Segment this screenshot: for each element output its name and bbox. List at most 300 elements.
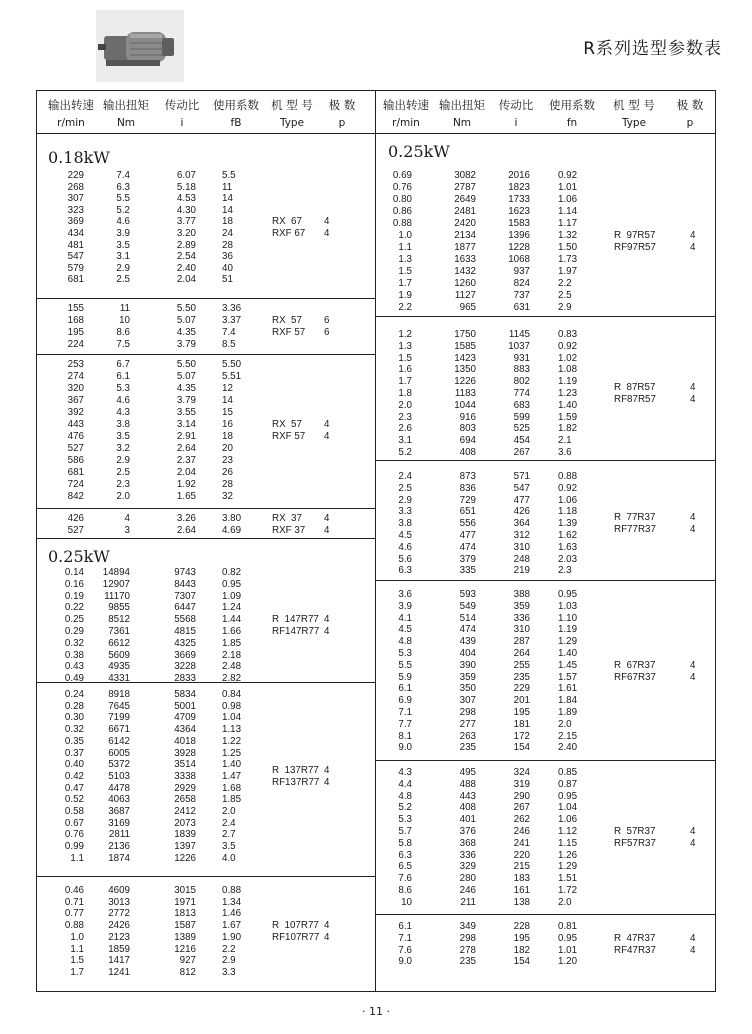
- cell-fb: 3.3: [222, 966, 236, 978]
- cell-fb: 16: [222, 419, 233, 430]
- cell-fb: 1.06: [558, 494, 578, 506]
- header-label-cn: 输出转速: [383, 98, 429, 112]
- pole-count-line: 4: [324, 431, 330, 442]
- pole-count-line: 4: [690, 825, 696, 837]
- cell-fb: 1.06: [558, 194, 578, 205]
- cell-fb: 18: [222, 216, 233, 228]
- cell-fb: 2.9: [558, 302, 572, 313]
- cell-ratio: 183: [513, 873, 530, 885]
- model-type: [272, 920, 319, 944]
- cell-speed: 842: [67, 491, 84, 502]
- cell-speed: 307: [67, 193, 84, 205]
- cell-torque: 3: [124, 525, 130, 536]
- cell-ratio: 1216: [174, 943, 196, 955]
- cell-torque: 1633: [454, 254, 476, 265]
- cell-torque: 4331: [108, 673, 130, 685]
- cell-torque: 3169: [108, 817, 130, 829]
- cell-fb: 1.44: [222, 614, 242, 626]
- cell-fb: 2.82: [222, 673, 242, 685]
- cell-speed: 0.88: [392, 218, 412, 229]
- column-speed: [46, 885, 84, 979]
- cell-ratio: 1228: [508, 242, 530, 253]
- column-speed: [376, 329, 412, 459]
- cell-ratio: 246: [513, 825, 530, 837]
- header-label-cn: 传动比: [498, 98, 534, 112]
- model-type-line: R 87R57: [614, 381, 656, 393]
- cell-fb: 36: [222, 251, 233, 263]
- cell-ratio: 1623: [508, 206, 530, 217]
- cell-ratio: 2.37: [176, 455, 196, 466]
- cell-torque: 965: [459, 302, 476, 313]
- cell-speed: 3.9: [398, 600, 412, 612]
- cell-speed: 367: [67, 395, 84, 406]
- cell-fb: 3.5: [222, 841, 236, 853]
- pole-count: [324, 216, 329, 240]
- cell-torque: 1044: [454, 399, 476, 411]
- cell-torque: 14894: [102, 567, 130, 578]
- cell-speed: 0.32: [64, 637, 84, 649]
- cell-fb: 15: [222, 407, 233, 418]
- column-fb: [222, 513, 241, 537]
- cell-torque: 5.5: [116, 193, 130, 205]
- cell-fb: 2.40: [558, 742, 578, 754]
- cell-ratio: 1823: [508, 182, 530, 193]
- cell-fb: 1.97: [558, 266, 578, 277]
- header-label-en: r/min: [392, 117, 420, 129]
- cell-ratio: 1587: [174, 920, 196, 932]
- cell-speed: 3.8: [398, 518, 412, 530]
- cell-fb: 0.88: [558, 471, 578, 482]
- cell-ratio: 2833: [174, 673, 196, 685]
- cell-fb: 2.7: [222, 829, 236, 841]
- pole-count: [690, 512, 695, 536]
- cell-ratio: 525: [513, 423, 530, 435]
- cell-torque: 1585: [454, 340, 476, 352]
- cell-ratio: 4325: [174, 637, 196, 649]
- cell-torque: 1877: [454, 242, 476, 253]
- cell-torque: 5103: [108, 770, 130, 782]
- cell-fb: 1.50: [558, 242, 578, 253]
- model-type-line: RF107R77: [272, 931, 320, 943]
- cell-speed: 1.7: [70, 966, 84, 978]
- column-fb: [222, 567, 241, 685]
- cell-ratio: 599: [513, 411, 530, 423]
- pole-count-line: 4: [690, 671, 696, 683]
- cell-ratio: 267: [513, 802, 530, 814]
- cell-torque: 298: [459, 932, 476, 944]
- cell-fb: 0.95: [222, 578, 242, 590]
- cell-torque: 4.3: [116, 407, 130, 418]
- cell-torque: 404: [459, 647, 476, 659]
- cell-speed: 168: [67, 315, 84, 326]
- cell-fb: 4.0: [222, 852, 236, 864]
- cell-speed: 0.38: [64, 649, 84, 661]
- cell-speed: 5.3: [398, 814, 412, 826]
- cell-ratio: 3015: [174, 885, 196, 896]
- cell-torque: 2134: [454, 230, 476, 241]
- cell-ratio: 3.79: [176, 395, 196, 406]
- column-fb: [222, 303, 241, 351]
- cell-speed: 527: [67, 443, 84, 454]
- cell-speed: 0.86: [392, 206, 412, 217]
- column-fb: [222, 885, 241, 979]
- cell-torque: 3687: [108, 806, 130, 818]
- cell-speed: 253: [67, 359, 84, 370]
- pole-count-line: 4: [690, 381, 696, 393]
- cell-fb: 28: [222, 239, 233, 251]
- cell-ratio: 336: [513, 612, 530, 624]
- column-torque: [440, 329, 476, 459]
- column-ratio: [160, 170, 196, 286]
- cell-fb: 1.51: [558, 873, 578, 885]
- model-type: [614, 660, 656, 684]
- cell-ratio: 2.64: [176, 525, 196, 536]
- header-label-en: fB: [230, 117, 242, 129]
- column-fb: [222, 359, 241, 503]
- cell-torque: 2420: [454, 218, 476, 229]
- pole-count-line: 4: [690, 944, 696, 956]
- cell-speed: 323: [67, 204, 84, 216]
- pole-count-line: 4: [324, 216, 330, 227]
- cell-fb: 1.17: [558, 218, 578, 229]
- column-speed: [46, 513, 84, 537]
- cell-speed: 0.43: [64, 661, 84, 673]
- cell-fb: 0.95: [558, 589, 578, 600]
- cell-fb: 1.19: [558, 376, 578, 388]
- column-speed: [376, 921, 412, 968]
- selection-group: [376, 760, 716, 914]
- column-fb: [222, 689, 241, 865]
- cell-torque: 6005: [108, 747, 130, 759]
- cell-fb: 1.10: [558, 612, 578, 624]
- cell-speed: 6.1: [398, 921, 412, 932]
- cell-ratio: 388: [513, 589, 530, 600]
- cell-speed: 4.8: [398, 790, 412, 802]
- cell-speed: 1.5: [70, 955, 84, 967]
- cell-fb: 1.59: [558, 411, 578, 423]
- cell-fb: 1.01: [558, 182, 578, 193]
- cell-ratio: 310: [513, 624, 530, 636]
- cell-ratio: 235: [513, 671, 530, 683]
- cell-ratio: 3228: [174, 661, 196, 673]
- cell-speed: 579: [67, 262, 84, 274]
- cell-speed: 7.1: [398, 706, 412, 718]
- selection-group: [36, 682, 376, 876]
- column-torque: [440, 589, 476, 754]
- cell-torque: 3013: [108, 896, 130, 908]
- cell-torque: 1241: [108, 966, 130, 978]
- cell-torque: 873: [459, 471, 476, 482]
- selection-group: [376, 914, 716, 992]
- cell-ratio: 290: [513, 790, 530, 802]
- cell-torque: 329: [459, 861, 476, 873]
- cell-torque: 6.3: [116, 181, 130, 193]
- cell-ratio: 5.50: [176, 359, 196, 370]
- cell-speed: 155: [67, 303, 84, 314]
- cell-speed: 7.7: [398, 718, 412, 730]
- header-label-en: r/min: [57, 117, 85, 129]
- cell-torque: 408: [459, 802, 476, 814]
- cell-torque: 1874: [108, 852, 130, 864]
- cell-speed: 0.32: [64, 724, 84, 736]
- cell-fb: 0.92: [558, 482, 578, 494]
- cell-torque: 359: [459, 671, 476, 683]
- cell-speed: 0.35: [64, 735, 84, 747]
- cell-fb: 1.13: [222, 724, 242, 736]
- gear-motor-photo: [96, 10, 184, 82]
- table-header: [36, 90, 376, 134]
- cell-speed: 6.3: [398, 565, 412, 577]
- cell-torque: 803: [459, 423, 476, 435]
- pole-count-line: 4: [324, 228, 330, 239]
- header-label-en: i: [180, 117, 184, 129]
- selection-group: [36, 298, 376, 354]
- cell-ratio: 181: [513, 718, 530, 730]
- model-type-line: R 67R37: [614, 659, 656, 671]
- column-speed: [46, 689, 84, 865]
- column-speed: [46, 359, 84, 503]
- cell-ratio: 1389: [174, 931, 196, 943]
- cell-torque: 2.9: [116, 262, 130, 274]
- model-type-line: R 57R37: [614, 825, 656, 837]
- cell-ratio: 1145: [508, 329, 530, 340]
- cell-torque: 4935: [108, 661, 130, 673]
- column-torque: [440, 921, 476, 968]
- column-ratio: [160, 567, 196, 685]
- cell-speed: 5.8: [398, 837, 412, 849]
- model-type-line: RXF 67: [272, 228, 306, 239]
- cell-speed: 2.6: [398, 423, 412, 435]
- cell-ratio: 312: [513, 529, 530, 541]
- cell-ratio: 1733: [508, 194, 530, 205]
- model-type: [272, 513, 305, 537]
- header-label-cn: 输出扭矩: [439, 98, 485, 112]
- cell-torque: 7645: [108, 700, 130, 712]
- cell-fb: 1.04: [222, 712, 242, 724]
- cell-ratio: 937: [513, 266, 530, 277]
- cell-torque: 376: [459, 825, 476, 837]
- cell-torque: 11: [119, 303, 130, 314]
- cell-speed: 0.77: [64, 908, 84, 920]
- header-label-en: Nm: [116, 117, 136, 129]
- cell-speed: 434: [67, 227, 84, 239]
- model-type-line: RXF 37: [272, 525, 306, 536]
- cell-ratio: 1971: [174, 896, 196, 908]
- cell-fb: 1.67: [222, 920, 242, 932]
- cell-speed: 0.71: [64, 896, 84, 908]
- cell-speed: 2.3: [398, 411, 412, 423]
- column-speed: [46, 170, 84, 286]
- cell-speed: 6.5: [398, 861, 412, 873]
- cell-fb: 1.40: [558, 399, 578, 411]
- cell-speed: 7.6: [398, 944, 412, 956]
- cell-torque: 3082: [454, 170, 476, 181]
- cell-ratio: 683: [513, 399, 530, 411]
- cell-ratio: 4364: [174, 724, 196, 736]
- cell-speed: 2.0: [398, 399, 412, 411]
- cell-speed: 4.4: [398, 778, 412, 790]
- cell-fb: 12: [222, 383, 233, 394]
- cell-fb: 2.1: [558, 435, 572, 447]
- cell-fb: 0.82: [222, 567, 242, 578]
- selection-group: [376, 580, 716, 760]
- cell-fb: 1.34: [222, 896, 242, 908]
- column-ratio: [160, 303, 196, 351]
- cell-torque: 1127: [454, 290, 476, 301]
- column-torque: [94, 303, 130, 351]
- cell-ratio: 927: [179, 955, 196, 967]
- header-label-cn: 使用系数: [549, 98, 595, 112]
- pole-count-line: 4: [690, 242, 696, 253]
- cell-torque: 9855: [108, 602, 130, 614]
- cell-torque: 368: [459, 837, 476, 849]
- pole-count-line: 4: [690, 512, 696, 524]
- column-speed: [376, 471, 412, 577]
- cell-speed: 6.9: [398, 695, 412, 707]
- column-speed: [46, 303, 84, 351]
- column-ratio: [494, 329, 530, 459]
- cell-torque: 350: [459, 683, 476, 695]
- cell-torque: 836: [459, 482, 476, 494]
- cell-fb: 0.95: [558, 932, 578, 944]
- cell-fb: 3.37: [222, 315, 242, 326]
- cell-torque: 2.5: [116, 274, 130, 286]
- cell-fb: 3.36: [222, 303, 242, 314]
- cell-ratio: 1037: [508, 340, 530, 352]
- cell-fb: 1.66: [222, 625, 242, 637]
- header-label-en: p: [686, 117, 694, 129]
- cell-fb: 1.85: [222, 637, 242, 649]
- cell-fb: 2.0: [558, 896, 572, 908]
- cell-fb: 1.62: [558, 529, 578, 541]
- column-ratio: [160, 359, 196, 503]
- cell-torque: 2426: [108, 920, 130, 932]
- pole-count: [324, 513, 329, 537]
- pole-count-line: 4: [690, 837, 696, 849]
- model-type-line: RX 37: [272, 513, 302, 524]
- cell-torque: 2649: [454, 194, 476, 205]
- cell-fb: 32: [222, 491, 233, 502]
- cell-speed: 8.1: [398, 730, 412, 742]
- cell-torque: 1260: [454, 278, 476, 289]
- selection-group: [36, 538, 376, 685]
- model-type: [272, 315, 305, 339]
- cell-torque: 7.5: [116, 339, 130, 350]
- cell-ratio: 220: [513, 849, 530, 861]
- cell-torque: 235: [459, 742, 476, 754]
- cell-ratio: 5.07: [176, 371, 196, 382]
- cell-torque: 6142: [108, 735, 130, 747]
- cell-speed: 2.2: [398, 302, 412, 313]
- cell-torque: 439: [459, 636, 476, 648]
- cell-speed: 1.5: [398, 266, 412, 277]
- column-torque: [440, 767, 476, 909]
- cell-speed: 5.2: [398, 446, 412, 458]
- cell-torque: 401: [459, 814, 476, 826]
- cell-torque: 4478: [108, 782, 130, 794]
- cell-ratio: 3928: [174, 747, 196, 759]
- cell-torque: 263: [459, 730, 476, 742]
- cell-speed: 0.69: [392, 170, 412, 181]
- cell-fb: 2.2: [222, 943, 236, 955]
- cell-ratio: 2073: [174, 817, 196, 829]
- column-torque: [94, 689, 130, 865]
- cell-fb: 14: [222, 204, 233, 216]
- cell-torque: 6.1: [116, 371, 130, 382]
- cell-ratio: 287: [513, 636, 530, 648]
- cell-fb: 2.15: [558, 730, 578, 742]
- cell-ratio: 5568: [174, 614, 196, 626]
- model-type-line: R 137R77: [272, 764, 319, 776]
- cell-fb: 20: [222, 443, 233, 454]
- cell-fb: 2.0: [558, 718, 572, 730]
- cell-speed: 0.58: [64, 806, 84, 818]
- cell-ratio: 262: [513, 814, 530, 826]
- model-type-line: RF47R37: [614, 944, 656, 956]
- cell-fb: 3.80: [222, 513, 242, 524]
- cell-torque: 1859: [108, 943, 130, 955]
- cell-ratio: 1813: [174, 908, 196, 920]
- cell-speed: 1.6: [398, 364, 412, 376]
- cell-ratio: 1396: [508, 230, 530, 241]
- cell-speed: 392: [67, 407, 84, 418]
- cell-fb: 1.09: [222, 590, 242, 602]
- pole-count-line: 6: [324, 327, 330, 338]
- cell-ratio: 324: [513, 767, 530, 778]
- model-type-line: RX 67: [272, 216, 302, 227]
- cell-ratio: 1226: [174, 852, 196, 864]
- cell-torque: 2136: [108, 841, 130, 853]
- cell-torque: 4.6: [116, 395, 130, 406]
- header-label-cn: 输出转速: [48, 98, 94, 112]
- cell-torque: 246: [459, 884, 476, 896]
- cell-speed: 0.37: [64, 747, 84, 759]
- cell-ratio: 3338: [174, 770, 196, 782]
- cell-fb: 2.2: [558, 278, 572, 289]
- cell-speed: 224: [67, 339, 84, 350]
- pole-count-line: 4: [690, 393, 696, 405]
- cell-ratio: 824: [513, 278, 530, 289]
- cell-fb: 5.50: [222, 359, 242, 370]
- cell-ratio: 3.77: [176, 216, 196, 228]
- header-label-en: Type: [279, 117, 305, 129]
- cell-torque: 2772: [108, 908, 130, 920]
- cell-ratio: 2658: [174, 794, 196, 806]
- cell-torque: 5.2: [116, 204, 130, 216]
- cell-speed: 1.9: [398, 290, 412, 301]
- cell-torque: 8512: [108, 614, 130, 626]
- cell-speed: 1.3: [398, 340, 412, 352]
- cell-ratio: 631: [513, 302, 530, 313]
- page-number: · 11 ·: [362, 1005, 390, 1018]
- selection-group: [376, 134, 716, 316]
- pole-count: [324, 920, 329, 944]
- cell-ratio: 1397: [174, 841, 196, 853]
- cell-speed: 5.9: [398, 671, 412, 683]
- cell-speed: 268: [67, 181, 84, 193]
- cell-ratio: 7307: [174, 590, 196, 602]
- cell-torque: 298: [459, 706, 476, 718]
- model-type-line: RF57R37: [614, 837, 656, 849]
- cell-ratio: 359: [513, 600, 530, 612]
- cell-fb: 2.3: [558, 565, 572, 577]
- cell-fb: 0.85: [558, 767, 578, 778]
- cell-speed: 0.40: [64, 759, 84, 771]
- selection-group: [36, 508, 376, 538]
- cell-ratio: 138: [513, 896, 530, 908]
- cell-speed: 1.0: [70, 931, 84, 943]
- model-type-line: RXF 57: [272, 431, 306, 442]
